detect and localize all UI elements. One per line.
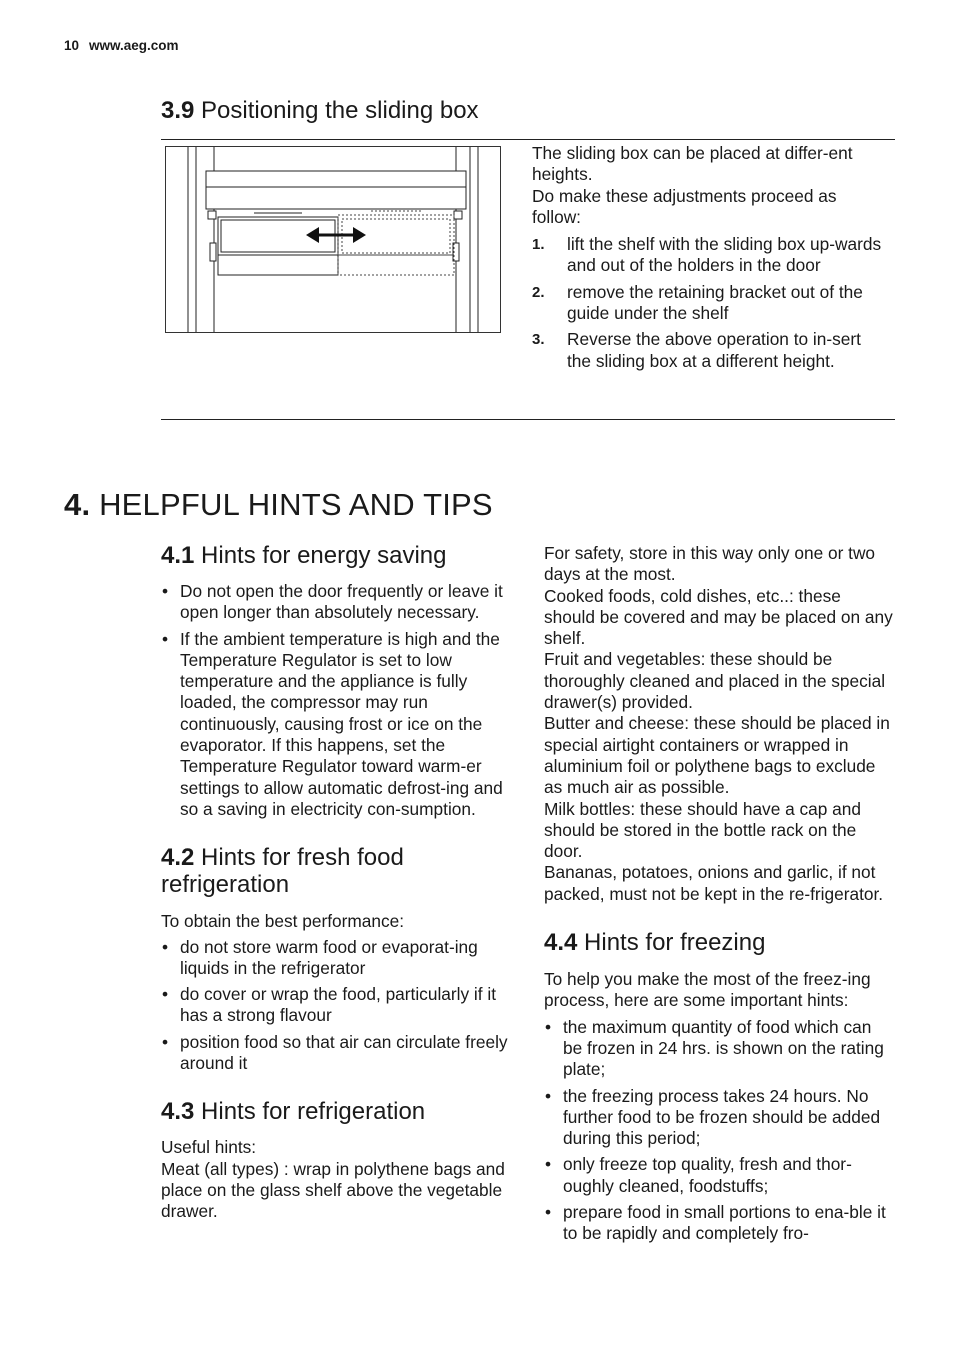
intro-paragraph-2: Do make these adjustments proceed as follow:: [532, 185, 837, 227]
section-3-9-text: [532, 143, 882, 372]
right-column: [544, 543, 894, 1245]
section-bottom-rule: [161, 419, 895, 420]
step-item: [532, 234, 882, 277]
website-link[interactable]: www.aeg.com: [89, 38, 179, 53]
list-item: • prepare food in small portions to ena-ble it to be rapidly and completely fro-: [544, 1202, 894, 1245]
intro-paragraph-1: The sliding box can be placed at differ-ent heights.: [532, 143, 853, 185]
step-item: [532, 282, 882, 325]
step-number: 3.: [532, 331, 545, 349]
chapter-number: 4.: [64, 487, 91, 522]
step-item: [532, 329, 882, 372]
list-item: • the maximum quantity of food which can be frozen in 24 hrs. is shown on the rating plate;: [544, 1017, 894, 1081]
chapter-4-heading: [64, 487, 493, 523]
step-text: lift the shelf with the sliding box up-wards and out of the holders in the door: [567, 234, 882, 276]
list-item: • do cover or wrap the food, particularly if it has a strong flavour: [161, 984, 517, 1027]
list-item: • the freezing process takes 24 hours. No further food to be frozen should be added during this period;: [544, 1086, 894, 1150]
list-item: • Do not open the door frequently or leave it open longer than absolutely necessary.: [161, 581, 517, 624]
list-item: • position food so that air can circulate freely around it: [161, 1032, 517, 1075]
section-4-2-intro: To obtain the best performance:: [161, 911, 405, 932]
section-top-rule: [161, 139, 895, 140]
section-4-2-heading: 4.2 Hints for fresh food refrigeration: [161, 844, 404, 899]
section-title: Positioning the sliding box: [201, 97, 479, 124]
left-column: [161, 542, 517, 1223]
energy-saving-list: [161, 581, 517, 820]
page-header: [64, 38, 179, 53]
freezing-list: [544, 1017, 894, 1245]
steps-list: [532, 234, 882, 372]
list-item: • only freeze top quality, fresh and thor-oughly cleaned, foodstuffs;: [544, 1154, 894, 1197]
section-4-1-heading: 4.1 Hints for energy saving: [161, 542, 447, 569]
section-4-4-intro: To help you make the most of the freez-ing process, here are some important hints:: [544, 969, 871, 1011]
step-number: 2.: [532, 283, 545, 301]
step-text: Reverse the above operation to in-sert the sliding box at a different height.: [567, 329, 861, 371]
sliding-box-diagram: [166, 147, 500, 332]
step-number: 1.: [532, 236, 545, 254]
list-item: • do not store warm food or evaporat-ing liquids in the refrigerator: [161, 937, 517, 980]
section-4-3-text: Useful hints: Meat (all types) : wrap in polythene bags and place on the glass shelf above the vegetable drawer.: [161, 1137, 505, 1222]
storage-hints-text: For safety, store in this way only one or two days at the most. Cooked foods, cold dishes, etc..: these should be covered and may be placed on any shelf. Fruit and vegetables: these should be thoroughly cleaned and placed in the special drawer(s) provided. Butter and cheese: these should be placed in special airtight containers or wrapped in aluminium foil or polythene bags to exclude as much air as possible. Milk bottles: these should have a cap and should be stored in the bottle rack on the door. Bananas, potatoes, onions and garlic, if not packed, must not be kept in the re-frigerator.: [544, 543, 893, 904]
step-text: remove the retaining bracket out of the guide under the shelf: [567, 281, 863, 324]
section-4-4-heading: 4.4 Hints for freezing: [544, 929, 766, 957]
section-4-3-heading: 4.3 Hints for refrigeration: [161, 1098, 426, 1126]
section-number: 3.9: [161, 97, 195, 124]
section-3-9-heading: [161, 97, 479, 124]
chapter-title: HELPFUL HINTS AND TIPS: [99, 487, 493, 522]
sliding-box-illustration: [165, 146, 501, 333]
list-item: • If the ambient temperature is high and the Temperature Regulator is set to low temperature and the appliance is fully loaded, the compressor may run continuously, causing frost or ice on the evaporator. If this happens, set the Temperature Regulator toward warm-er settings to allow automatic defrost-ing and so a saving in electricity con-sumption.: [161, 629, 517, 821]
page-number: 10: [64, 38, 80, 53]
fresh-food-list: [161, 937, 517, 1075]
